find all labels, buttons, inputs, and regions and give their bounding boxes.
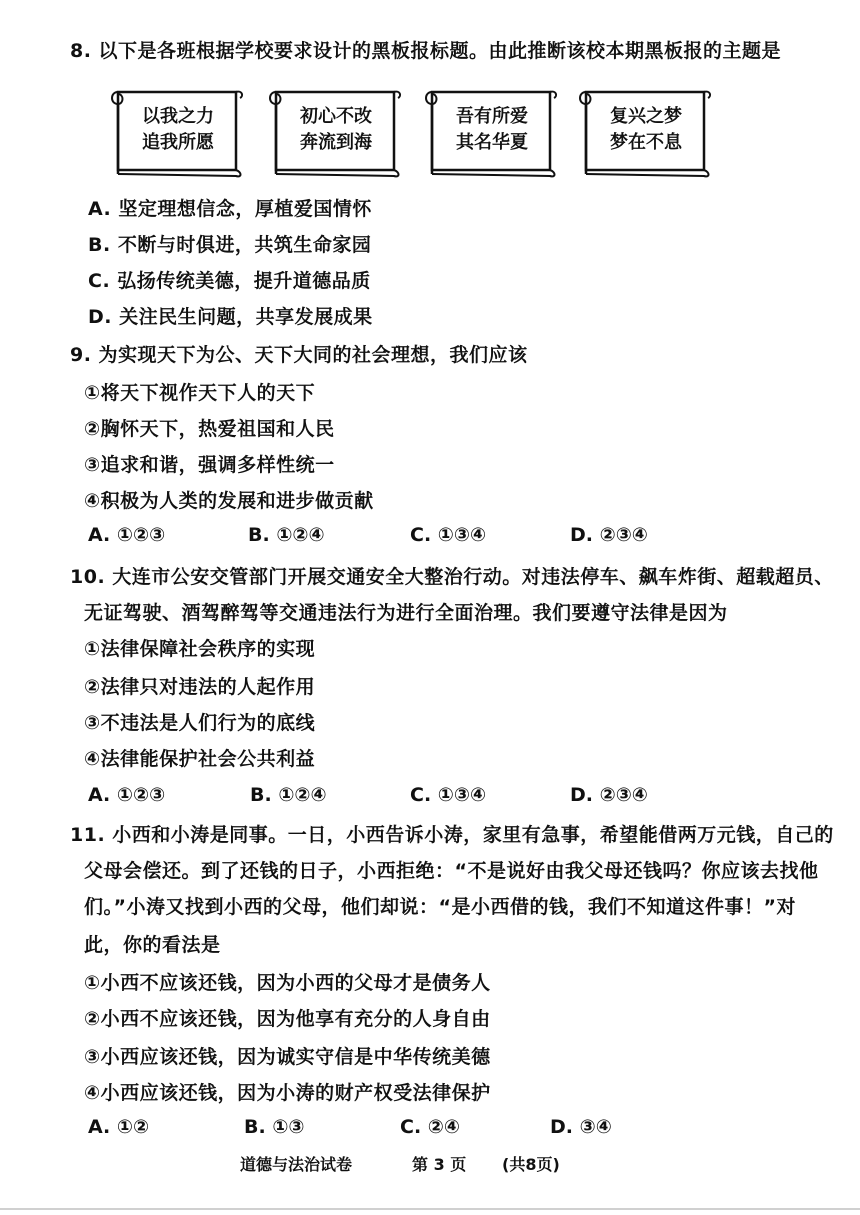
q11-choice-d: D. ③④ — [550, 1116, 612, 1138]
q10-stem: 10. 大连市公安交管部门开展交通安全大整治行动。对违法停车、飙车炸街、超载超员、 — [70, 566, 834, 588]
q8-option-a: A. 坚定理想信念，厚植爱国情怀 — [88, 198, 372, 220]
q11-item-1: ①小西不应该还钱，因为小西的父母才是债务人 — [84, 972, 491, 994]
footer-subject: 道德与法治试卷 — [240, 1155, 353, 1174]
q10-stem-line2: 无证驾驶、酒驾醉驾等交通违法行为进行全面治理。我们要遵守法律是因为 — [84, 602, 728, 624]
scroll-banner-1 — [108, 86, 238, 174]
q9-item-1: ①将天下视作天下人的天下 — [84, 382, 316, 404]
q11-choice-b: B. ①③ — [244, 1116, 305, 1138]
q11-choice-c: C. ②④ — [400, 1116, 460, 1138]
bottom-divider — [0, 1208, 860, 1210]
q11-stem: 11. 小西和小涛是同事。一日，小西告诉小涛，家里有急事，希望能借两万元钱，自己的 — [70, 824, 834, 846]
q11-choice-a: A. ①② — [88, 1116, 150, 1138]
q11-stem-line3: 们。”小涛又找到小西的父母，他们却说：“是小西借的钱，我们不知道这件事！”对 — [84, 896, 796, 918]
q8-option-b: B. 不断与时俱进，共筑生命家园 — [88, 234, 372, 256]
q11-stem-line4: 此，你的看法是 — [84, 934, 221, 956]
scroll-2-line1: 初心不改 — [300, 106, 372, 127]
scroll-3-line1: 吾有所爱 — [456, 106, 528, 127]
q10-item-2: ②法律只对违法的人起作用 — [84, 676, 316, 698]
scroll-banner-2 — [266, 86, 396, 174]
scroll-banner-4 — [576, 86, 706, 174]
q9-choice-a: A. ①②③ — [88, 524, 166, 546]
q10-choice-d: D. ②③④ — [570, 784, 648, 806]
q8-stem: 8. 以下是各班根据学校要求设计的黑板报标题。由此推断该校本期黑板报的主题是 — [70, 40, 782, 62]
q10-item-1: ①法律保障社会秩序的实现 — [84, 638, 316, 660]
q9-item-3: ③追求和谐，强调多样性统一 — [84, 454, 335, 476]
scroll-3-line2: 其名华夏 — [456, 132, 528, 153]
q8-option-c: C. 弘扬传统美德，提升道德品质 — [88, 270, 371, 292]
q9-choice-d: D. ②③④ — [570, 524, 648, 546]
q10-choice-c: C. ①③④ — [410, 784, 487, 806]
q9-stem: 9. 为实现天下为公、天下大同的社会理想，我们应该 — [70, 344, 528, 366]
scroll-2-line2: 奔流到海 — [300, 132, 372, 153]
footer-total-pages: (共8页) — [502, 1155, 560, 1174]
q9-choice-c: C. ①③④ — [410, 524, 487, 546]
footer-page-number: 第 3 页 — [412, 1155, 467, 1174]
q9-choice-b: B. ①②④ — [248, 524, 325, 546]
q10-item-4: ④法律能保护社会公共利益 — [84, 748, 316, 770]
q9-item-2: ②胸怀天下，热爱祖国和人民 — [84, 418, 335, 440]
scroll-1-line1: 以我之力 — [142, 106, 214, 127]
q10-choice-b: B. ①②④ — [250, 784, 327, 806]
scroll-4-line2: 梦在不息 — [610, 132, 682, 153]
scroll-banner-3 — [422, 86, 552, 174]
q11-stem-line2: 父母会偿还。到了还钱的日子，小西拒绝：“不是说好由我父母还钱吗？你应该去找他 — [84, 860, 819, 882]
q9-item-4: ④积极为人类的发展和进步做贡献 — [84, 490, 374, 512]
q8-option-d: D. 关注民生问题，共享发展成果 — [88, 306, 373, 328]
scroll-4-line1: 复兴之梦 — [610, 106, 682, 127]
q8-scroll-group — [108, 86, 728, 178]
q11-item-2: ②小西不应该还钱，因为他享有充分的人身自由 — [84, 1008, 491, 1030]
scroll-1-line2: 追我所愿 — [142, 132, 214, 153]
q10-item-3: ③不违法是人们行为的底线 — [84, 712, 316, 734]
q11-item-3: ③小西应该还钱，因为诚实守信是中华传统美德 — [84, 1046, 491, 1068]
q11-item-4: ④小西应该还钱，因为小涛的财产权受法律保护 — [84, 1082, 491, 1104]
q10-choice-a: A. ①②③ — [88, 784, 166, 806]
